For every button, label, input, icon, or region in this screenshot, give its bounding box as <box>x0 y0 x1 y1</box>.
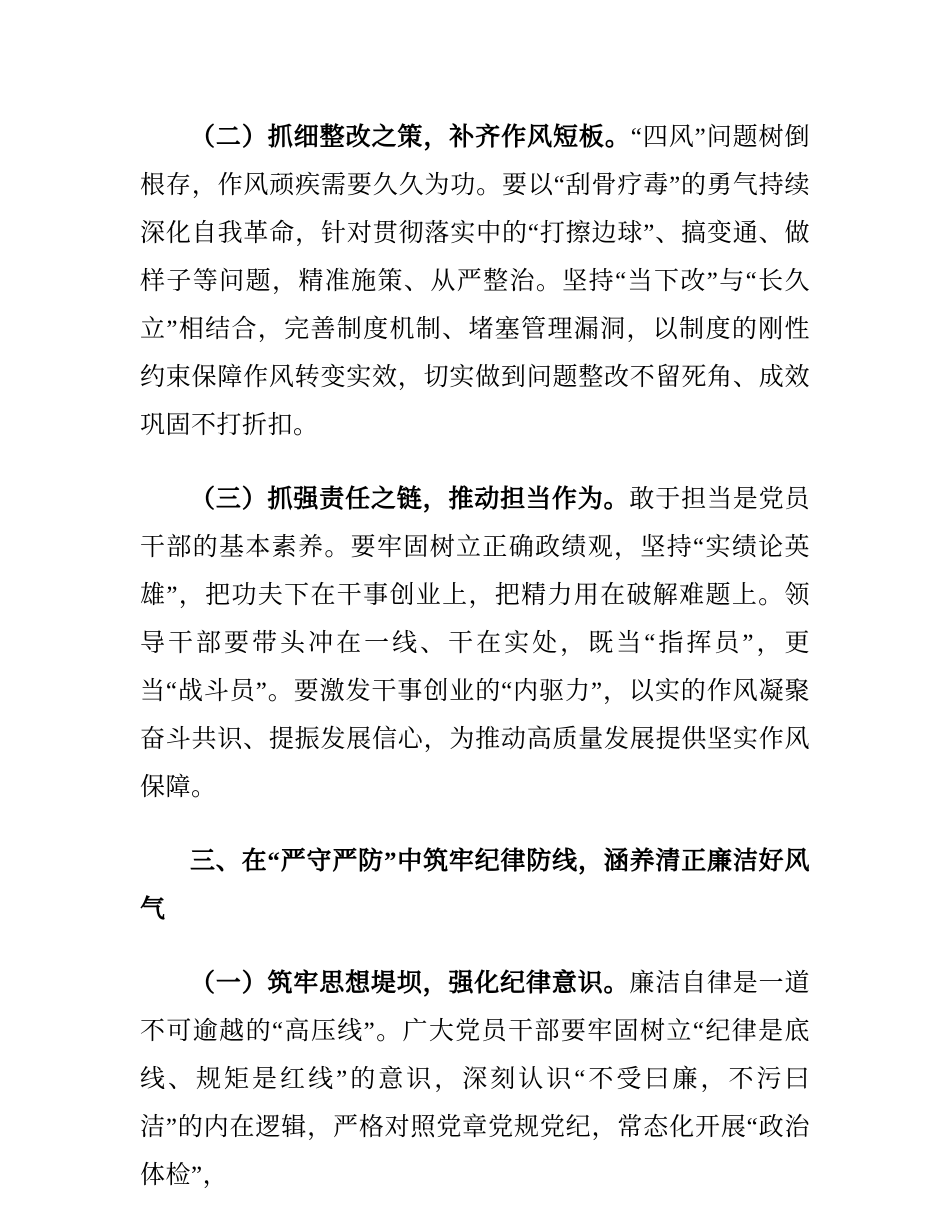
section-heading-3 <box>140 838 810 934</box>
paragraph-section2-item2-lead: （二）抓细整改之策，补齐作风短板。 <box>190 124 631 151</box>
section-heading-3-text: 三、在“严守严防”中筑牢纪律防线，涵养清正廉洁好风气 <box>140 848 810 923</box>
paragraph-section2-item3 <box>140 476 810 812</box>
paragraph-section3-item1 <box>140 960 810 1200</box>
paragraph-section2-item2 <box>140 114 810 450</box>
paragraph-section2-item3-body: 敢于担当是党员干部的基本素养。要牢固树立正确政绩观，坚持“实绩论英雄”，把功夫下在干事创业上，把精力用在破解难题上。领导干部要带头冲在一线、干在实处，既当“指挥员”，更当“战斗员”。要激发干事创业的“内驱力”，以实的作风凝聚奋斗共识、提振发展信心，为推动高质量发展提供坚实作风保障。 <box>140 486 810 801</box>
paragraph-section3-item1-lead: （一）筑牢思想堤坝，强化纪律意识。 <box>190 970 630 997</box>
paragraph-section2-item2-body: “四风”问题树倒根存，作风顽疾需要久久为功。要以“刮骨疗毒”的勇气持续深化自我革命，针对贯彻落实中的“打擦边球”、搞变通、做样子等问题，精准施策、从严整治。坚持“当下改”与“长久立”相结合，完善制度机制、堵塞管理漏洞，以制度的刚性约束保障作风转变实效，切实做到问题整改不留死角、成效巩固不打折扣。 <box>140 124 810 439</box>
paragraph-section2-item3-lead: （三）抓强责任之链，推动担当作为。 <box>190 486 630 513</box>
paragraph-section3-item1-body: 廉洁自律是一道不可逾越的“高压线”。广大党员干部要牢固树立“纪律是底线、规矩是红线”的意识，深刻认识“不受曰廉，不污曰洁”的内在逻辑，严格对照党章党规党纪，常态化开展“政治体检”， <box>140 970 810 1189</box>
